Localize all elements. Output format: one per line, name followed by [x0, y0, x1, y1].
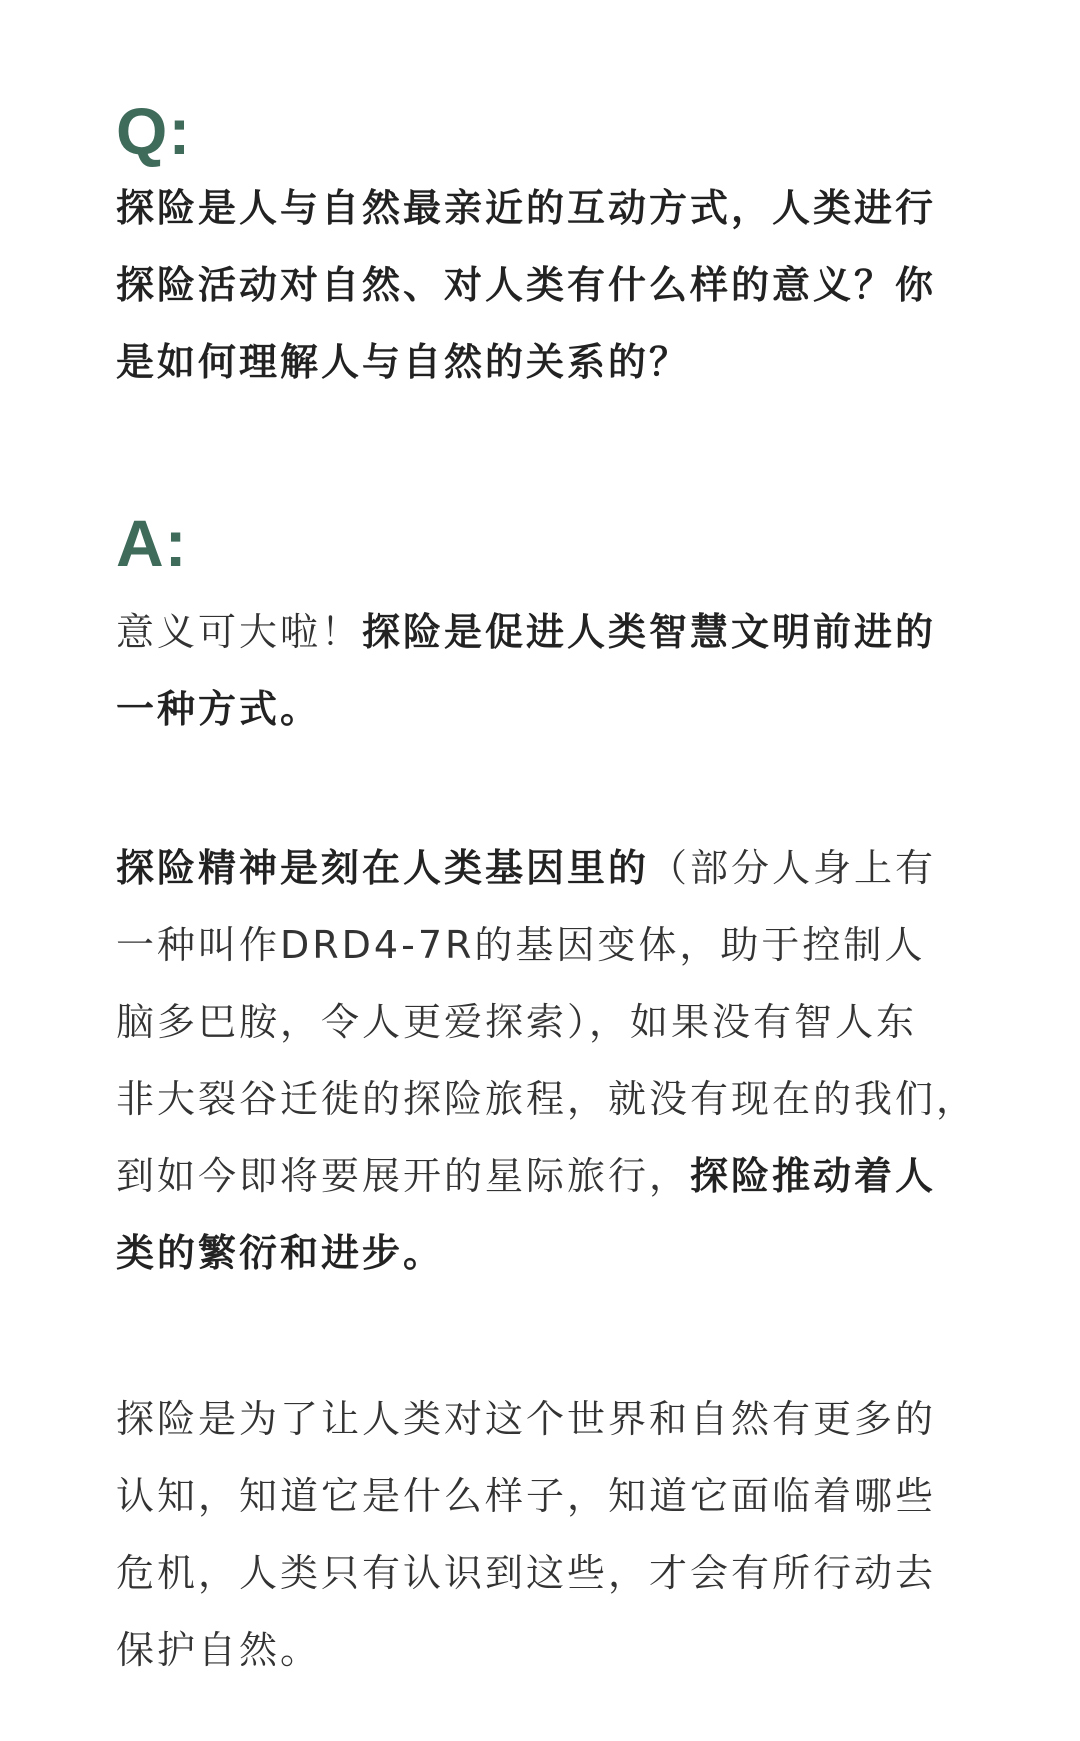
answer-p3-line: 保护自然。: [116, 1628, 322, 1672]
answer-paragraph-1: [116, 594, 976, 748]
answer-p3-line: 认知，知道它是什么样子，知道它面临着哪些: [116, 1474, 937, 1518]
answer-p2-highlight: 探险推动着人: [690, 1154, 937, 1198]
answer-p2-highlight: 探险精神是刻在人类基因里的: [116, 846, 650, 890]
answer-p1-intro: 意义可大啦！: [116, 610, 363, 654]
answer-p1-line: [116, 594, 976, 671]
question-marker: Q:: [116, 94, 192, 168]
answer-p2-line: 非大裂谷迁徙的探险旅程，就没有现在的我们，: [116, 1077, 978, 1121]
answer-p2-line: 脑多巴胺，令人更爱探索），如果没有智人东: [116, 1000, 918, 1044]
answer-paragraph-2: [116, 830, 976, 1292]
answer-p2-line: 一种叫作DRD4-7R的基因变体，助于控制人: [116, 923, 926, 967]
question-text: [116, 170, 976, 401]
answer-p2-aside: （部分人身上有: [649, 846, 937, 890]
answer-p3-line: 探险是为了让人类对这个世界和自然有更多的: [116, 1397, 937, 1441]
answer-paragraph-3: [116, 1381, 976, 1689]
question-line: 是如何理解人与自然的关系的？: [116, 340, 691, 384]
answer-p1-highlight: 探险是促进人类智慧文明前进的: [362, 610, 937, 654]
answer-marker: A:: [116, 506, 188, 580]
answer-p2-line: 类的繁衍和进步。: [116, 1231, 445, 1275]
answer-p2-text: 到如今即将要展开的星际旅行，: [116, 1154, 691, 1198]
question-line: 探险活动对自然、对人类有什么样的意义？你: [116, 263, 937, 307]
answer-p2-line: [116, 830, 976, 907]
answer-p3-line: 危机，人类只有认识到这些，才会有所行动去: [116, 1551, 937, 1595]
answer-p1-line: 一种方式。: [116, 687, 322, 731]
question-line: 探险是人与自然最亲近的互动方式，人类进行: [116, 186, 937, 230]
answer-p2-line: [116, 1138, 976, 1215]
